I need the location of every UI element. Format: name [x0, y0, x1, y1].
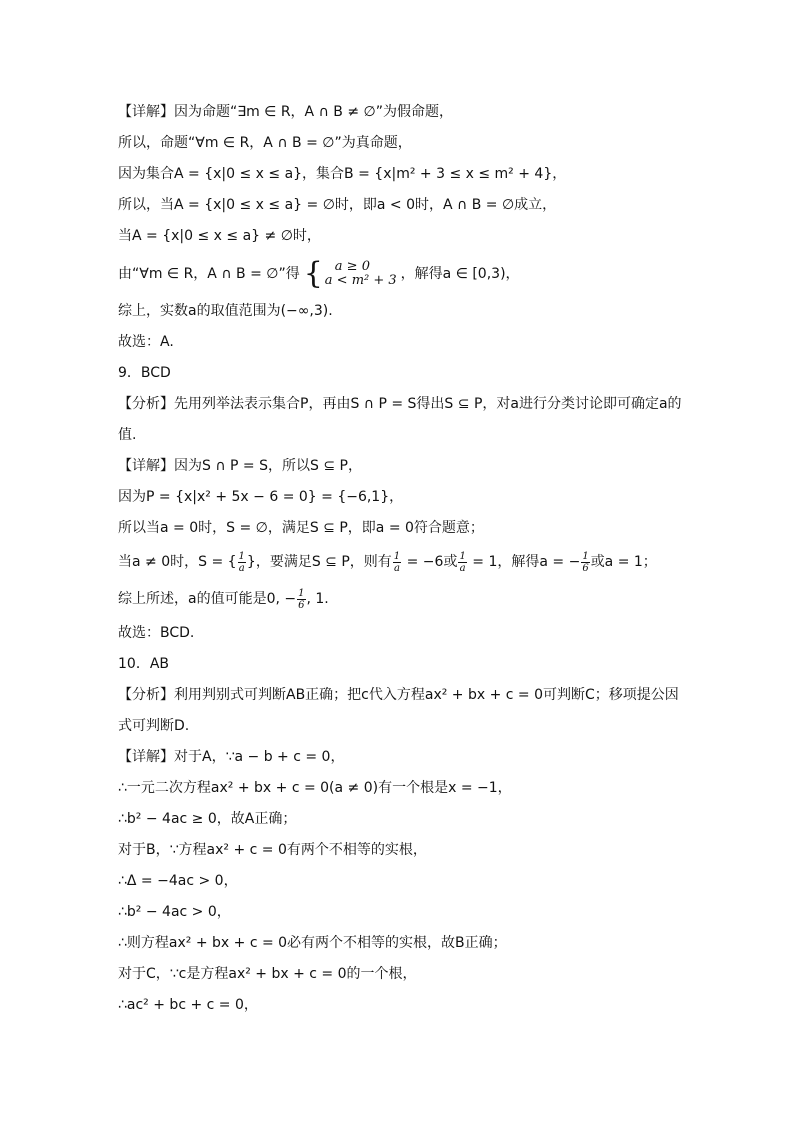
- text-line-fractions: [118, 581, 708, 618]
- text-line: 所以，命题“∀m ∈ R，A ∩ B = ∅”为真命题，: [118, 135, 412, 151]
- text-line: ∴一元二次方程ax² + bx + c = 0(a ≠ 0)有一个根是x = −1，: [118, 780, 512, 796]
- text-line: 式可判断D.: [118, 718, 190, 734]
- document-page: [118, 97, 708, 1021]
- text-segment: , 1.: [306, 591, 329, 607]
- text-line: 综上，实数a的取值范围为(−∞,3).: [118, 303, 333, 319]
- fraction-numerator: 1: [393, 550, 401, 562]
- text-line: 【详解】因为命题“∃m ∈ R，A ∩ B ≠ ∅”为假命题，: [118, 104, 453, 120]
- fraction-denominator: a: [394, 562, 400, 574]
- text-segment: = 1，解得a = −: [467, 554, 581, 570]
- text-line: ∴ac² + bc + c = 0，: [118, 997, 258, 1013]
- fraction: [581, 551, 589, 574]
- fraction: [393, 551, 401, 574]
- inequality-system: [303, 256, 397, 291]
- fraction-numerator: 1: [238, 550, 245, 562]
- fraction: [458, 551, 466, 574]
- text-segment: 综上所述，a的值可能是0, −: [118, 591, 297, 607]
- fraction-denominator: 6: [298, 599, 305, 611]
- fraction-denominator: 6: [582, 562, 589, 574]
- fraction: [297, 588, 305, 611]
- text-line: 当A = {x|0 ≤ x ≤ a} ≠ ∅时，: [118, 228, 321, 244]
- fraction: [238, 551, 246, 574]
- text-line: 【详解】对于A，∵a − b + c = 0，: [118, 749, 345, 765]
- text-line: 所以，当A = {x|0 ≤ x ≤ a} = ∅时，即a < 0时，A ∩ B = ∅成立，: [118, 197, 557, 213]
- text-line: 【详解】因为S ∩ P = S，所以S ⊆ P，: [118, 458, 362, 474]
- text-line: ∴b² − 4ac ≥ 0，故A正确；: [118, 811, 297, 827]
- fraction-numerator: 1: [582, 550, 589, 562]
- left-brace: {: [303, 256, 323, 291]
- fraction-denominator: a: [459, 562, 466, 574]
- question-number: 9．BCD: [118, 365, 171, 381]
- system-row-1: a ≥ 0: [334, 259, 370, 274]
- text-line-fractions: [118, 544, 708, 581]
- text-line-system: [118, 252, 708, 296]
- fraction-denominator: a: [238, 562, 245, 574]
- text-line: 【分析】利用判别式可判断AB正确；把c代入方程ax² + bx + c = 0可判断C；移项提公因: [118, 687, 679, 703]
- text-line: 故选：BCD.: [118, 625, 195, 641]
- text-line: 因为P = {x|x² + 5x − 6 = 0} = {−6,1}，: [118, 489, 404, 505]
- text-line: ∴Δ = −4ac > 0，: [118, 873, 238, 889]
- text-segment: 当a ≠ 0时，S = {: [118, 554, 237, 570]
- system-prefix: 由“∀m ∈ R，A ∩ B = ∅”得: [118, 266, 300, 282]
- text-segment: }，要满足S ⊆ P，则有: [246, 554, 392, 570]
- text-line: 所以当a = 0时，S = ∅，满足S ⊆ P，即a = 0符合题意；: [118, 520, 484, 536]
- text-line: ∴b² − 4ac > 0，: [118, 904, 231, 920]
- text-line: 对于B，∵方程ax² + c = 0有两个不相等的实根，: [118, 842, 427, 858]
- text-segment: 或a = 1；: [590, 554, 657, 570]
- text-line: ∴则方程ax² + bx + c = 0必有两个不相等的实根，故B正确；: [118, 935, 507, 951]
- text-line: 故选：A.: [118, 334, 174, 350]
- system-row-2: a < m² + 3: [324, 273, 397, 288]
- text-segment: = −6或: [402, 554, 458, 570]
- system-suffix: ，解得a ∈ [0,3)，: [400, 266, 520, 282]
- question-number: 10．AB: [118, 656, 169, 672]
- fraction-numerator: 1: [298, 587, 305, 599]
- fraction-numerator: 1: [459, 550, 466, 562]
- text-line: 对于C，∵c是方程ax² + bx + c = 0的一个根，: [118, 966, 417, 982]
- text-line: 【分析】先用列举法表示集合P，再由S ∩ P = S得出S ⊆ P，对a进行分类讨论即可确定a的: [118, 396, 682, 412]
- text-line: 值.: [118, 427, 137, 443]
- text-line: 因为集合A = {x|0 ≤ x ≤ a}，集合B = {x|m² + 3 ≤ x ≤ m² + 4}，: [118, 166, 567, 182]
